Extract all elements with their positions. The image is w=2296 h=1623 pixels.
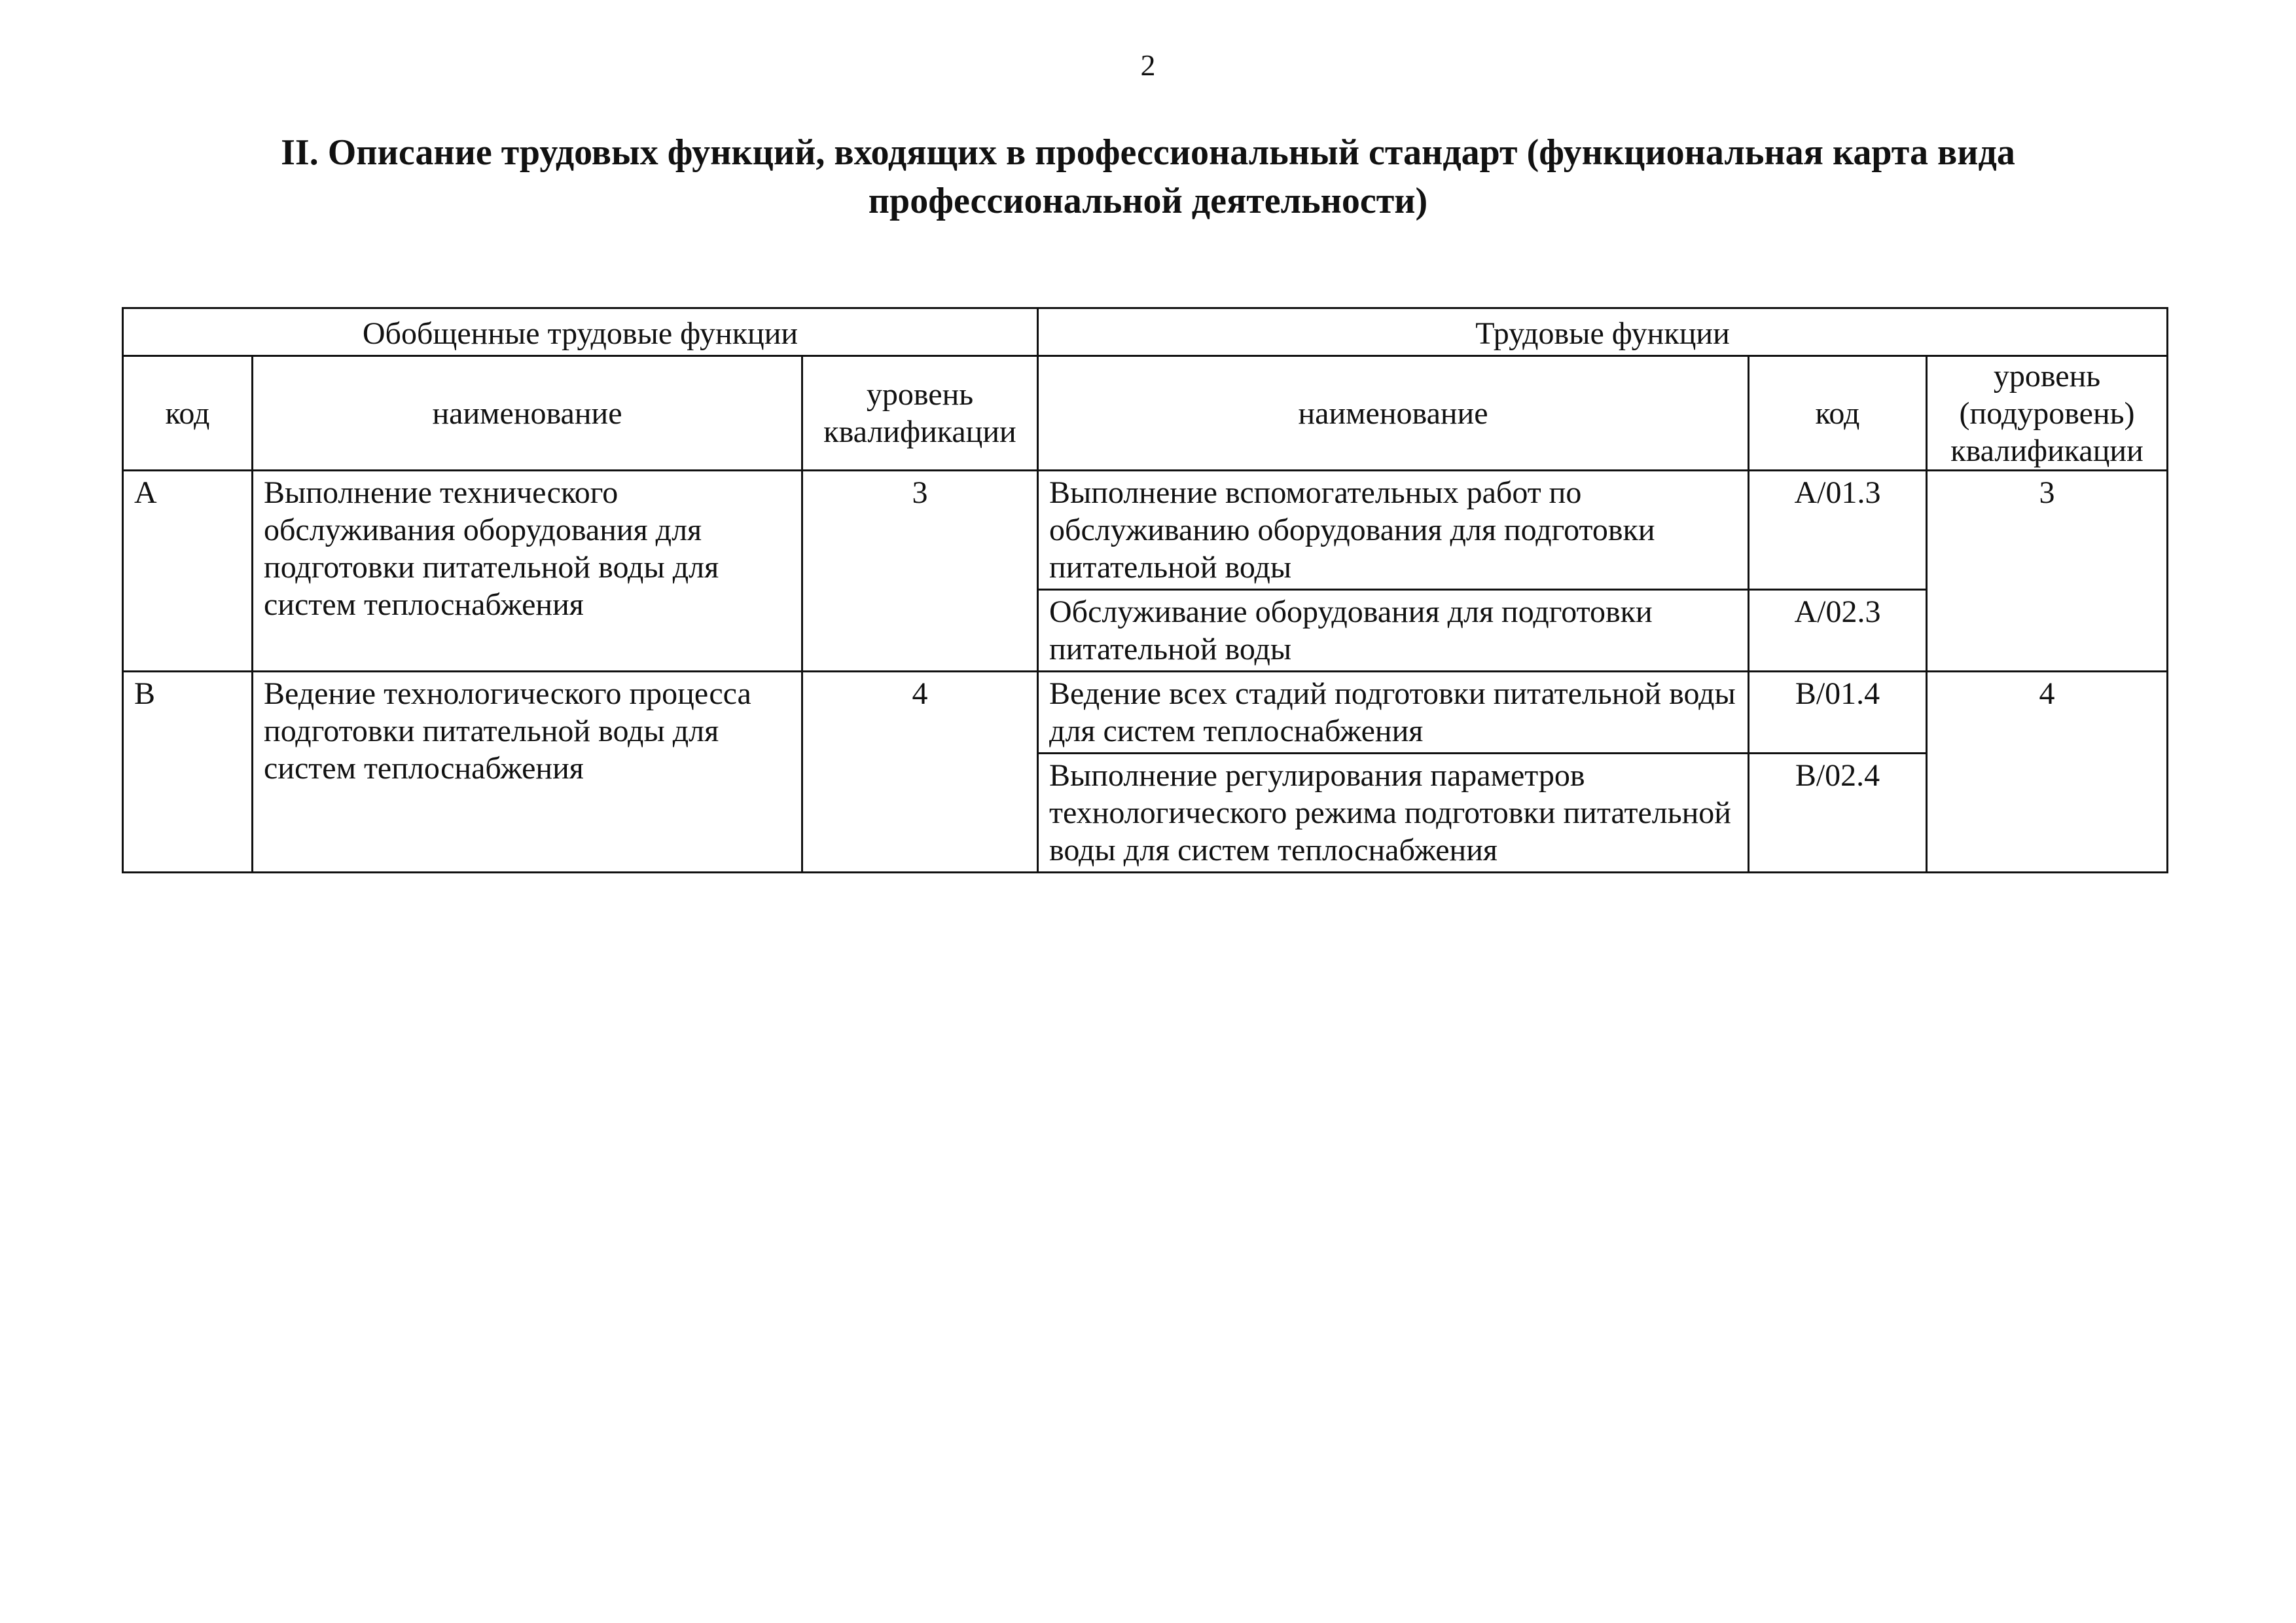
table-row	[123, 672, 2168, 754]
gen-code-cell: B	[123, 672, 253, 873]
tf-code-header: код	[1749, 356, 1927, 471]
table-row	[123, 471, 2168, 590]
section-title	[157, 128, 2139, 225]
tf-name-header: наименование	[1038, 356, 1749, 471]
tf-level-header: уровень (подуровень) квалификации	[1927, 356, 2168, 471]
tf-name-cell: Выполнение регулирования параметров технологического режима подготовки питательной воды для систем теплоснабжения	[1038, 754, 1749, 873]
tf-name-cell: Обслуживание оборудования для подготовки питательной воды	[1038, 590, 1749, 672]
gen-name-cell: Выполнение технического обслуживания оборудования для подготовки питательной воды для систем теплоснабжения	[253, 471, 802, 672]
gen-code-header: код	[123, 356, 253, 471]
gen-name-header: наименование	[253, 356, 802, 471]
tf-name-cell: Выполнение вспомогательных работ по обслуживанию оборудования для подготовки питательной воды	[1038, 471, 1749, 590]
tf-code-cell: A/02.3	[1749, 590, 1927, 672]
group-header-row	[123, 308, 2168, 356]
tf-name-cell: Ведение всех стадий подготовки питательной воды для систем теплоснабжения	[1038, 672, 1749, 754]
labor-functions-header: Трудовые функции	[1038, 308, 2168, 356]
gen-level-cell: 3	[802, 471, 1038, 672]
tf-code-cell: A/01.3	[1749, 471, 1927, 590]
generalized-functions-header: Обобщенные трудовые функции	[123, 308, 1038, 356]
page-number: 2	[1140, 48, 1156, 82]
section-title-line-2: профессиональной деятельности)	[868, 181, 1428, 221]
tf-code-cell: B/02.4	[1749, 754, 1927, 873]
column-header-row	[123, 356, 2168, 471]
tf-level-cell: 3	[1927, 471, 2168, 672]
functional-map-table	[122, 307, 2168, 873]
gen-level-header: уровень квалификации	[802, 356, 1038, 471]
section-title-line-1: II. Описание трудовых функций, входящих в профессиональный стандарт (функциональная карта вида	[281, 132, 2015, 173]
tf-code-cell: B/01.4	[1749, 672, 1927, 754]
gen-name-cell: Ведение технологического процесса подготовки питательной воды для систем теплоснабжения	[253, 672, 802, 873]
gen-code-cell: A	[123, 471, 253, 672]
gen-level-cell: 4	[802, 672, 1038, 873]
tf-level-cell: 4	[1927, 672, 2168, 873]
